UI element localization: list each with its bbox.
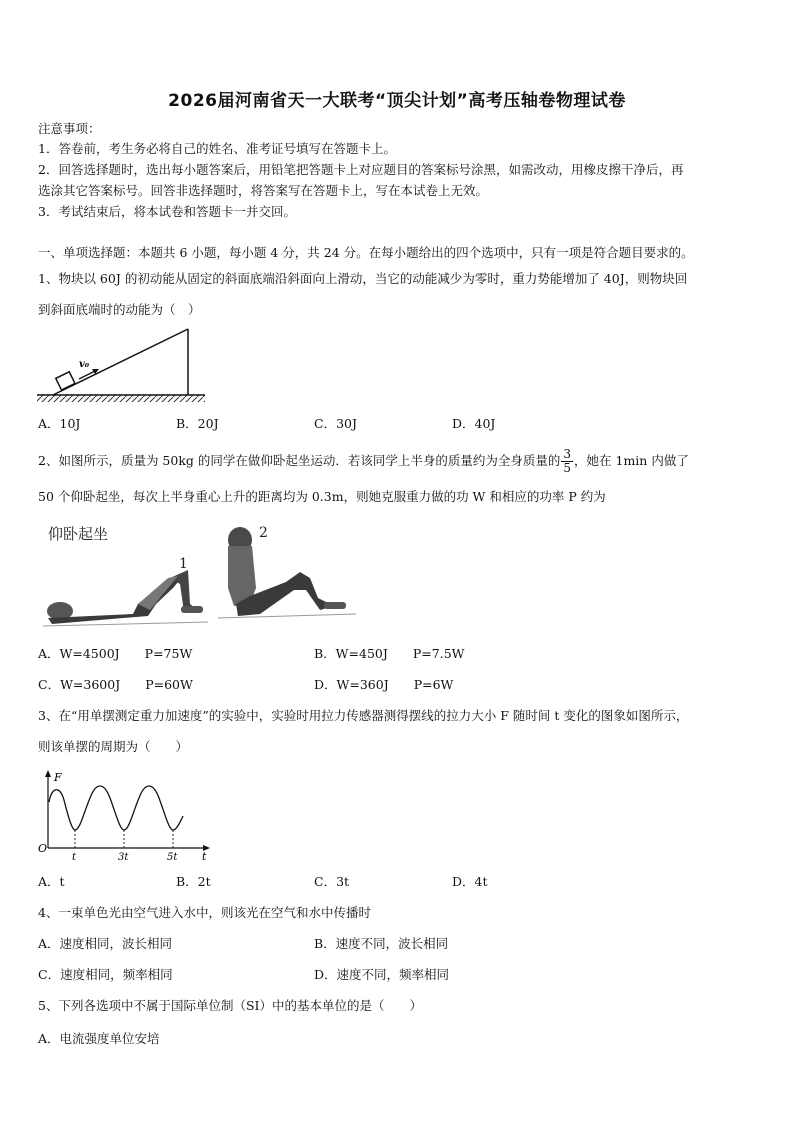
q1-incline-figure [35,325,210,407]
x-axis-label: t [202,850,207,863]
tick-label-t: t [72,852,77,863]
ground-hatch [37,395,205,402]
q2-situp-figure [38,518,368,638]
y-axis-arrow [45,770,51,777]
q1-stem-line-1: 1、物块以 60J 的初动能从固定的斜面底端沿斜面向上滑动，当它的动能减少为零时，重力势能增加了 40J，则物块回 [38,271,688,286]
block [56,372,75,390]
q4-option-b: B．速度不同，波长相同 [314,936,449,951]
q2-option-b: B．W=450J P=7.5W [314,646,465,661]
q1-option-d: D．40J [452,416,496,431]
q2-stem-line-1 [38,446,689,476]
pose-number-2: 2 [259,525,268,541]
q2-option-a: A．W=4500J P=75W [38,646,193,661]
q2-option-c: C．W=3600J P=60W [38,677,193,692]
origin-label: O [38,842,48,855]
note-item-3: 3．考试结束后，将本试卷和答题卡一并交回。 [38,204,296,219]
y-axis-label: F [54,771,62,784]
q1-option-a: A．10J [38,416,81,431]
figure-sitting-pose [218,527,356,618]
q4-option-a: A．速度相同，波长相同 [38,936,173,951]
tick-label-3t: 3t [118,852,129,863]
velocity-label: v₀ [79,359,90,370]
figure-lying-pose [43,570,208,626]
note-item-2-line-1: 2．回答选择题时，选出每小题答案后，用铅笔把答题卡上对应题目的答案标号涂黑，如需改动，用橡皮擦干净后，再 [38,162,684,177]
q4-option-d: D．速度不同，频率相同 [314,967,450,982]
q1-stem-line-2: 到斜面底端时的动能为（ ） [38,302,201,317]
q3-option-d: D．4t [452,874,488,889]
note-item-1: 1．答卷前，考生务必将自己的姓名、准考证号填写在答题卡上。 [38,141,396,156]
notes-heading: 注意事项： [38,121,101,136]
force-curve [49,786,183,830]
q2-stem-line-2: 50 个仰卧起坐，每次上半身重心上升的距离均为 0.3m，则她克服重力做的功 W 和相应的功率 P 约为 [38,489,606,504]
q3-option-c: C．3t [314,874,350,889]
q3-option-a: A．t [38,874,65,889]
q4-option-c: C．速度相同，频率相同 [38,967,173,982]
fraction-denominator: 5 [563,461,572,475]
fraction-three-fifths [561,448,573,475]
q3-stem-line-2: 则该单摆的周期为（ ） [38,739,189,754]
q3-option-b: B．2t [176,874,211,889]
situp-caption: 仰卧起坐 [48,525,109,543]
q1-option-b: B．20J [176,416,219,431]
q5-option-a: A．电流强度单位安培 [38,1031,160,1046]
q3-stem-line-1: 3、在“用单摆测定重力加速度”的实验中，实验时用拉力传感器测得摆线的拉力大小 F 随时间 t 变化的图象如图所示， [38,708,689,723]
q3-force-time-graph [32,768,217,866]
note-item-2-line-2: 选涂其它答案标号。回答非选择题时，将答案写在答题卡上，写在本试卷上无效。 [38,183,489,198]
q2-stem-part-b: ，她在 1min 内做了 [574,453,689,468]
q5-stem: 5、下列各选项中不属于国际单位制（SI）中的基本单位的是（ ） [38,998,422,1013]
q2-option-d: D．W=360J P=6W [314,677,454,692]
fraction-numerator: 3 [563,447,572,461]
section-1-heading: 一、单项选择题：本题共 6 小题，每小题 4 分，共 24 分。在每小题给出的四个选项中，只有一项是符合题目要求的。 [38,245,694,260]
q1-option-c: C．30J [314,416,357,431]
q4-stem: 4、一束单色光由空气进入水中，则该光在空气和水中传播时 [38,905,371,920]
tick-label-5t: 5t [167,852,178,863]
exam-title: 2026届河南省天一大联考“顶尖计划”高考压轴卷物理试卷 [168,91,626,111]
pose-number-1: 1 [179,556,188,572]
q2-stem-part-a: 2、如图所示，质量为 50kg 的同学在做仰卧起坐运动．若该同学上半身的质量约为全身质量的 [38,453,561,468]
